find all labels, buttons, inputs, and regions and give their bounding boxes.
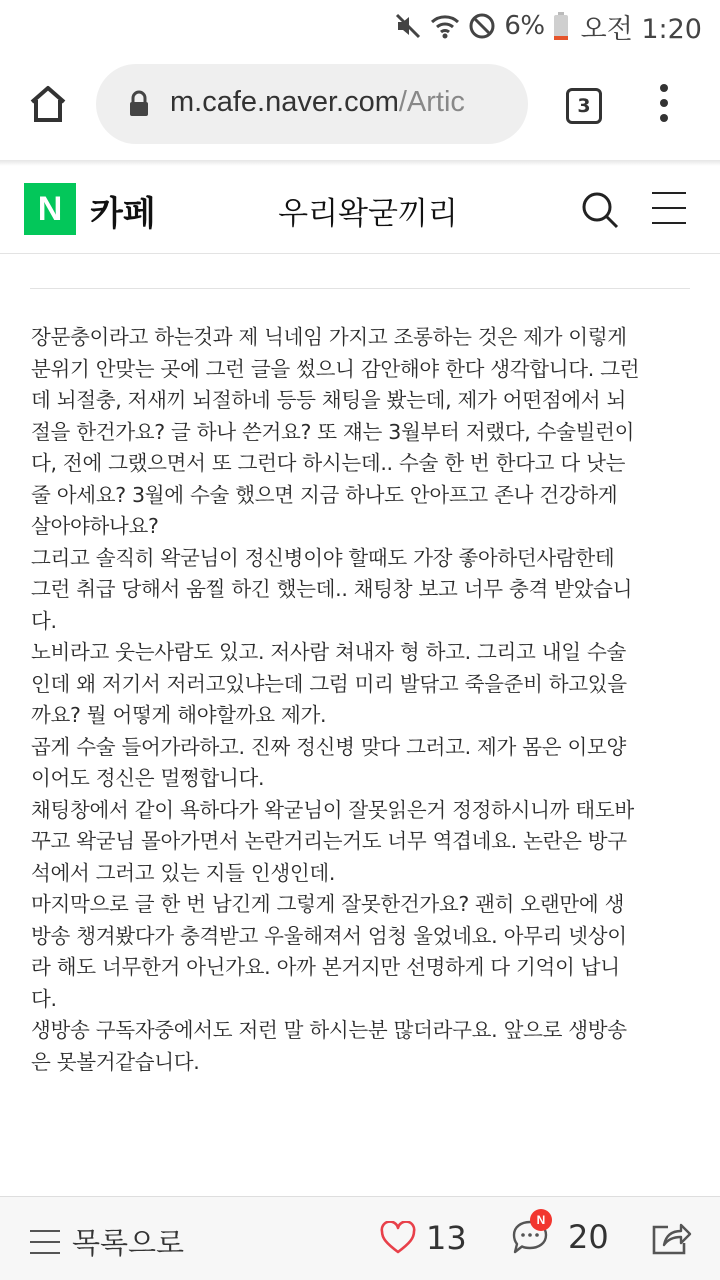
article-line: 채팅창에서 같이 욕하다가 왁굳님이 잘못읽은거 정정하시니까 태도바 (31, 797, 634, 822)
back-to-list-button[interactable] (30, 1221, 184, 1262)
article-line: 까요? 뭘 어떻게 해야할까요 제가. (31, 703, 327, 727)
comments-button[interactable] (510, 1213, 609, 1257)
article-line: 데 뇌절충, 저새끼 뇌절하네 등등 채팅을 봤는데, 제가 어떤점에서 뇌 (31, 388, 626, 412)
article-line: 그리고 솔직히 왁굳님이 정신병이야 할때도 가장 좋아하던사람한테 (31, 545, 615, 570)
article-line: 다. (31, 608, 57, 633)
more-vert-icon (654, 84, 674, 122)
naver-logo[interactable]: N (24, 183, 76, 235)
comment-icon-wrap (510, 1213, 550, 1257)
article-line: 꾸고 왁굳님 몰아가면서 논란거리는거도 너무 역겹네요. 논란은 방구 (31, 829, 627, 853)
article-line: 줄 아세요? 3월에 수술 했으면 지금 하나도 안아프고 존나 건강하게 (31, 482, 618, 507)
list-icon (30, 1227, 60, 1257)
like-count: 13 (426, 1219, 467, 1257)
share-icon (650, 1219, 692, 1257)
cafe-name[interactable]: 우리왁굳끼리 (278, 196, 458, 232)
article-line: 곱게 수술 들어가라하고. 진짜 정신병 맞다 그러고. 제가 몸은 이모양 (31, 734, 626, 759)
article-line: 석에서 그러고 있는 지들 인생인데. (31, 860, 336, 885)
like-button[interactable] (380, 1219, 467, 1257)
status-time: 오전 1:20 (580, 13, 702, 45)
article-line: 이어도 정신은 멀쩡합니다. (31, 766, 265, 790)
article-line: 인데 왜 저기서 저러고있냐는데 그럼 미리 발닦고 죽을준비 하고있을 (31, 671, 627, 696)
home-icon (26, 82, 70, 126)
share-button[interactable] (650, 1219, 692, 1257)
browser-toolbar (0, 52, 720, 160)
divider (30, 288, 690, 289)
bottom-action-bar (0, 1196, 720, 1280)
article-line: 살아야하나요? (31, 514, 159, 538)
search-icon (580, 190, 620, 230)
article-line: 분위기 안맞는 곳에 그런 글을 썼으니 감안해야 한다 생각합니다. 그런 (31, 356, 640, 381)
article-line: 장문충이라고 하는것과 제 닉네임 가지고 조롱하는 것은 제가 이렇게 (31, 325, 627, 349)
home-button[interactable] (26, 82, 70, 126)
battery-percent: 6% (504, 11, 545, 41)
cafe-service-label[interactable]: 카페 (90, 194, 156, 234)
article-body (31, 322, 696, 1078)
back-to-list-label: 목록으로 (72, 1226, 185, 1260)
cafe-header (0, 166, 720, 254)
heart-icon (380, 1221, 416, 1255)
status-bar (0, 0, 720, 52)
article-line: 방송 챙겨봤다가 충격받고 우울해져서 엄청 울었네요. 아무리 넷상이 (31, 923, 627, 948)
article-line: 생방송 구독자중에서도 저런 말 하시는분 많더라구요. 앞으로 생방송 (31, 1018, 627, 1042)
wifi-icon (430, 12, 460, 40)
lock-icon (128, 90, 150, 122)
search-button[interactable] (580, 190, 620, 230)
article-line: 노비라고 웃는사람도 있고. 저사람 쳐내자 형 하고. 그리고 내일 수술 (31, 640, 626, 664)
url-text (170, 86, 465, 119)
article-line: 마지막으로 글 한 번 남긴게 그렇게 잘못한건가요? 괜히 오랜만에 생 (31, 892, 625, 916)
status-icons (394, 8, 702, 44)
blocked-icon (468, 12, 496, 40)
tab-count: 3 (577, 95, 591, 117)
article-line: 절을 한건가요? 글 하나 쓴거요? 또 쟤는 3월부터 저랬다, 수술빌런이 (31, 419, 635, 444)
url-host: m.cafe.naver.com (170, 86, 399, 118)
article-line: 라 해도 너무한거 아닌가요. 아까 본거지만 선명하게 다 기억이 납니 (31, 955, 620, 979)
tab-switcher-button[interactable] (566, 88, 602, 124)
menu-button[interactable] (652, 192, 686, 226)
more-options-button[interactable] (654, 84, 674, 128)
article-line: 다, 전에 그랬으면서 또 그런다 하시는데.. 수술 한 번 한다고 다 낫는 (31, 451, 626, 475)
mute-icon (394, 12, 422, 40)
article-line: 다. (31, 986, 57, 1011)
url-path: /Artic (398, 86, 465, 118)
battery-low-icon (553, 11, 569, 41)
hamburger-icon (652, 192, 686, 224)
article-line: 은 못볼거같습니다. (31, 1049, 200, 1074)
address-bar[interactable] (96, 64, 528, 144)
comment-count: 20 (568, 1218, 609, 1256)
article-line: 그런 취급 당해서 움찔 하긴 했는데.. 채팅창 보고 너무 충격 받았습니 (31, 577, 633, 601)
new-comment-badge: N (530, 1209, 552, 1231)
